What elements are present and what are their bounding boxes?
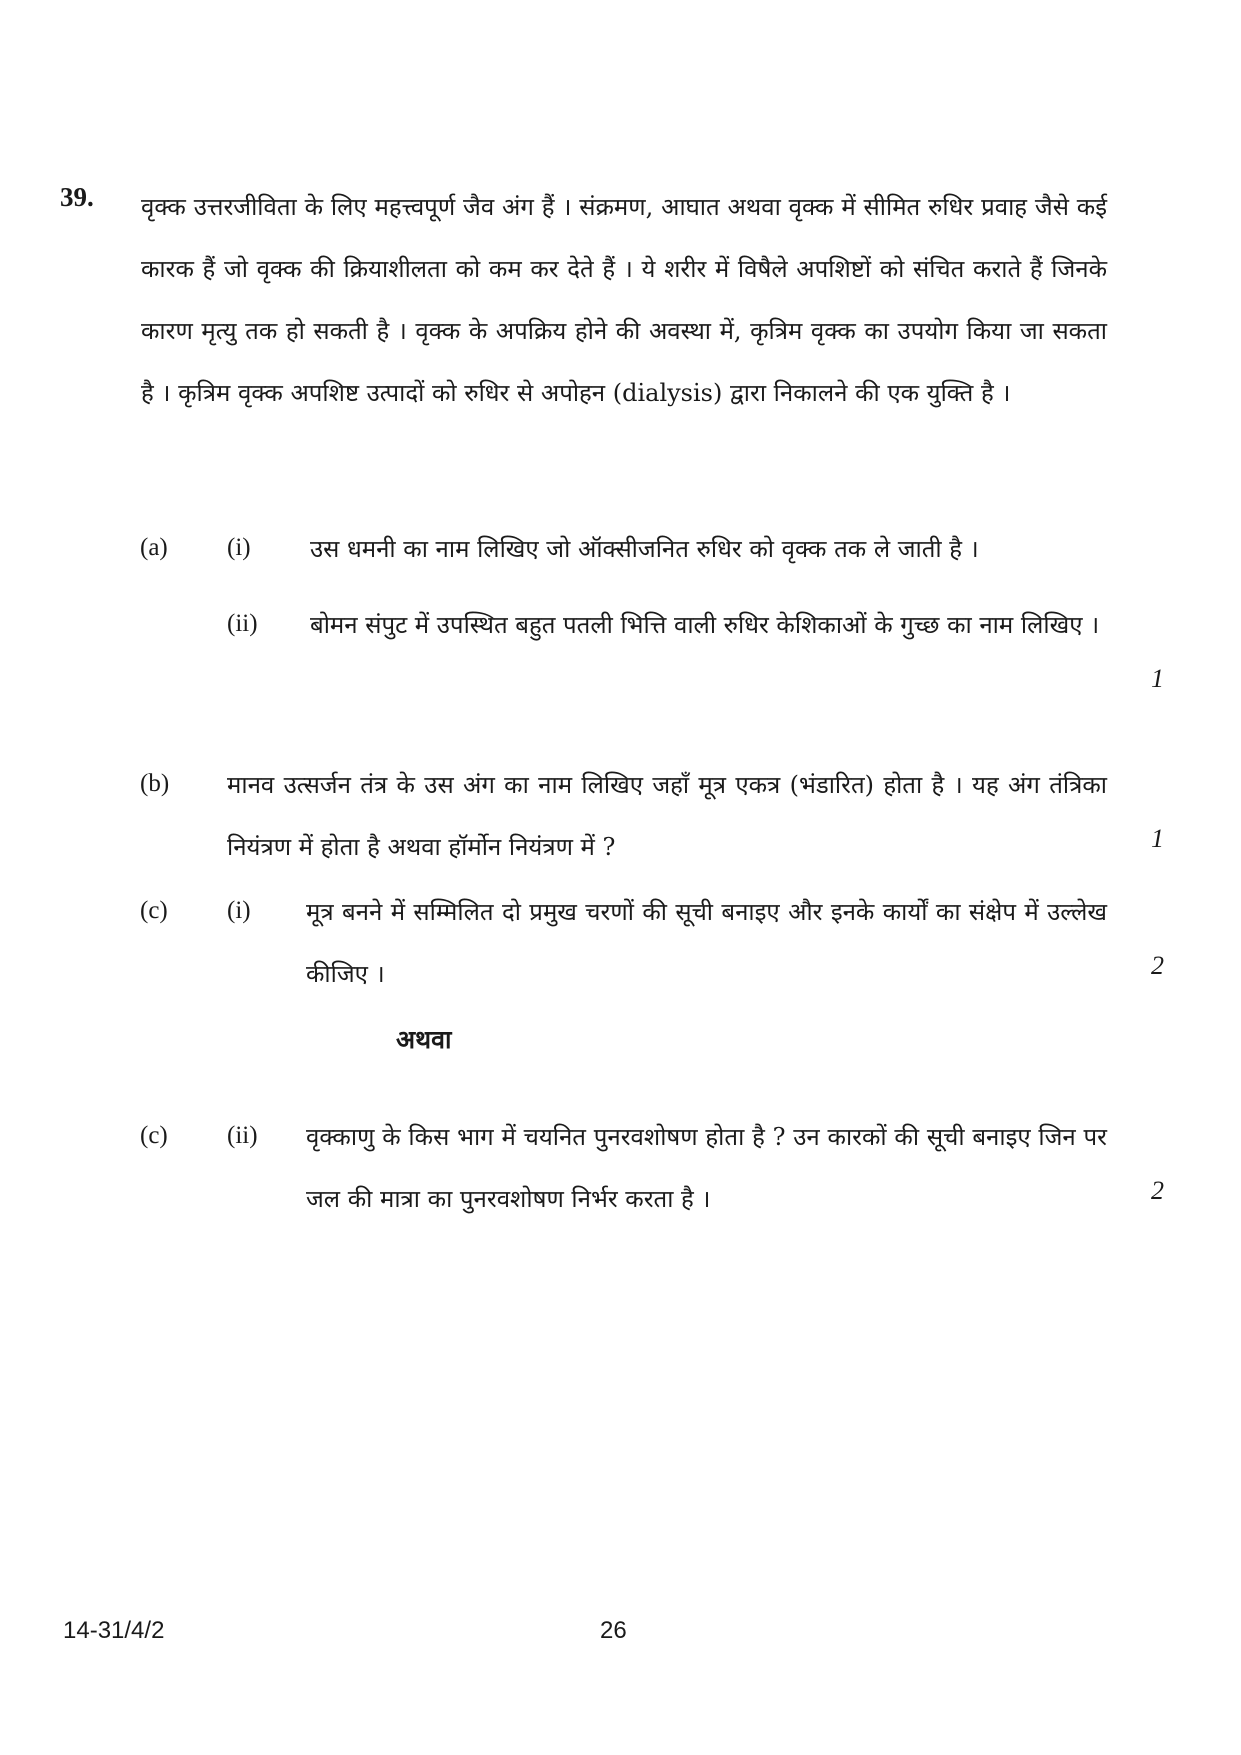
- part-a-marks: 1: [1151, 664, 1164, 693]
- part-b-marks: 1: [1151, 824, 1164, 853]
- question-passage: वृक्क उत्तरजीविता के लिए महत्त्वपूर्ण जैव अंग हैं । संक्रमण, आघात अथवा वृक्क में सीमित रुधिर प्रवाह जैसे कई कारक हैं जो वृक्क की क्रियाशीलता को कम कर देते हैं । ये शरीर में विषैले अपशिष्टों को संचित कराते हैं जिनके कारण मृत्यु तक हो सकती है । वृक्क के अपक्रिय होने की अवस्था में, कृत्रिम वृक्क का उपयोग किया जा सकता है । कृत्रिम वृक्क अपशिष्ट उत्पादों को रुधिर से अपोहन (dialysis) द्वारा निकालने की एक युक्ति है ।: [141, 193, 1107, 407]
- part-c-i-marks: 2: [1151, 951, 1164, 980]
- part-a-label: (a): [140, 534, 168, 561]
- part-c-i-text: मूत्र बनने में सम्मिलित दो प्रमुख चरणों की सूची बनाइए और इनके कार्यों का संक्षेप में उल्लेख कीजिए ।: [306, 898, 1107, 988]
- part-c-i-label: (c): [140, 897, 168, 924]
- part-a-i-text: उस धमनी का नाम लिखिए जो ऑक्सीजनित रुधिर को वृक्क तक ले जाती है ।: [310, 535, 979, 563]
- part-b-text: मानव उत्सर्जन तंत्र के उस अंग का नाम लिखिए जहाँ मूत्र एकत्र (भंडारित) होता है । यह अंग तंत्रिका नियंत्रण में होता है अथवा हॉर्मोन नियंत्रण में ?: [227, 771, 1107, 861]
- part-a-ii-label: (ii): [227, 610, 258, 637]
- part-a-ii-text: बोमन संपुट में उपस्थित बहुत पतली भित्ति वाली रुधिर केशिकाओं के गुच्छ का नाम लिखिए ।: [310, 611, 1100, 639]
- part-c-i-sub-label: (i): [227, 897, 251, 924]
- question-number: 39.: [60, 182, 94, 212]
- part-c-ii-sub-label: (ii): [227, 1122, 258, 1149]
- part-c-ii-label: (c): [140, 1122, 168, 1149]
- footer-paper-code: 14-31/4/2: [63, 1617, 165, 1644]
- part-a-i-label: (i): [227, 534, 251, 561]
- part-b-label: (b): [140, 770, 170, 797]
- part-c-ii-marks: 2: [1151, 1176, 1164, 1205]
- or-separator: अथवा: [396, 1025, 452, 1054]
- footer-page-number: 26: [600, 1617, 627, 1644]
- part-c-ii-text: वृक्काणु के किस भाग में चयनित पुनरवशोषण होता है ? उन कारकों की सूची बनाइए जिन पर जल की मात्रा का पुनरवशोषण निर्भर करता है ।: [306, 1123, 1107, 1213]
